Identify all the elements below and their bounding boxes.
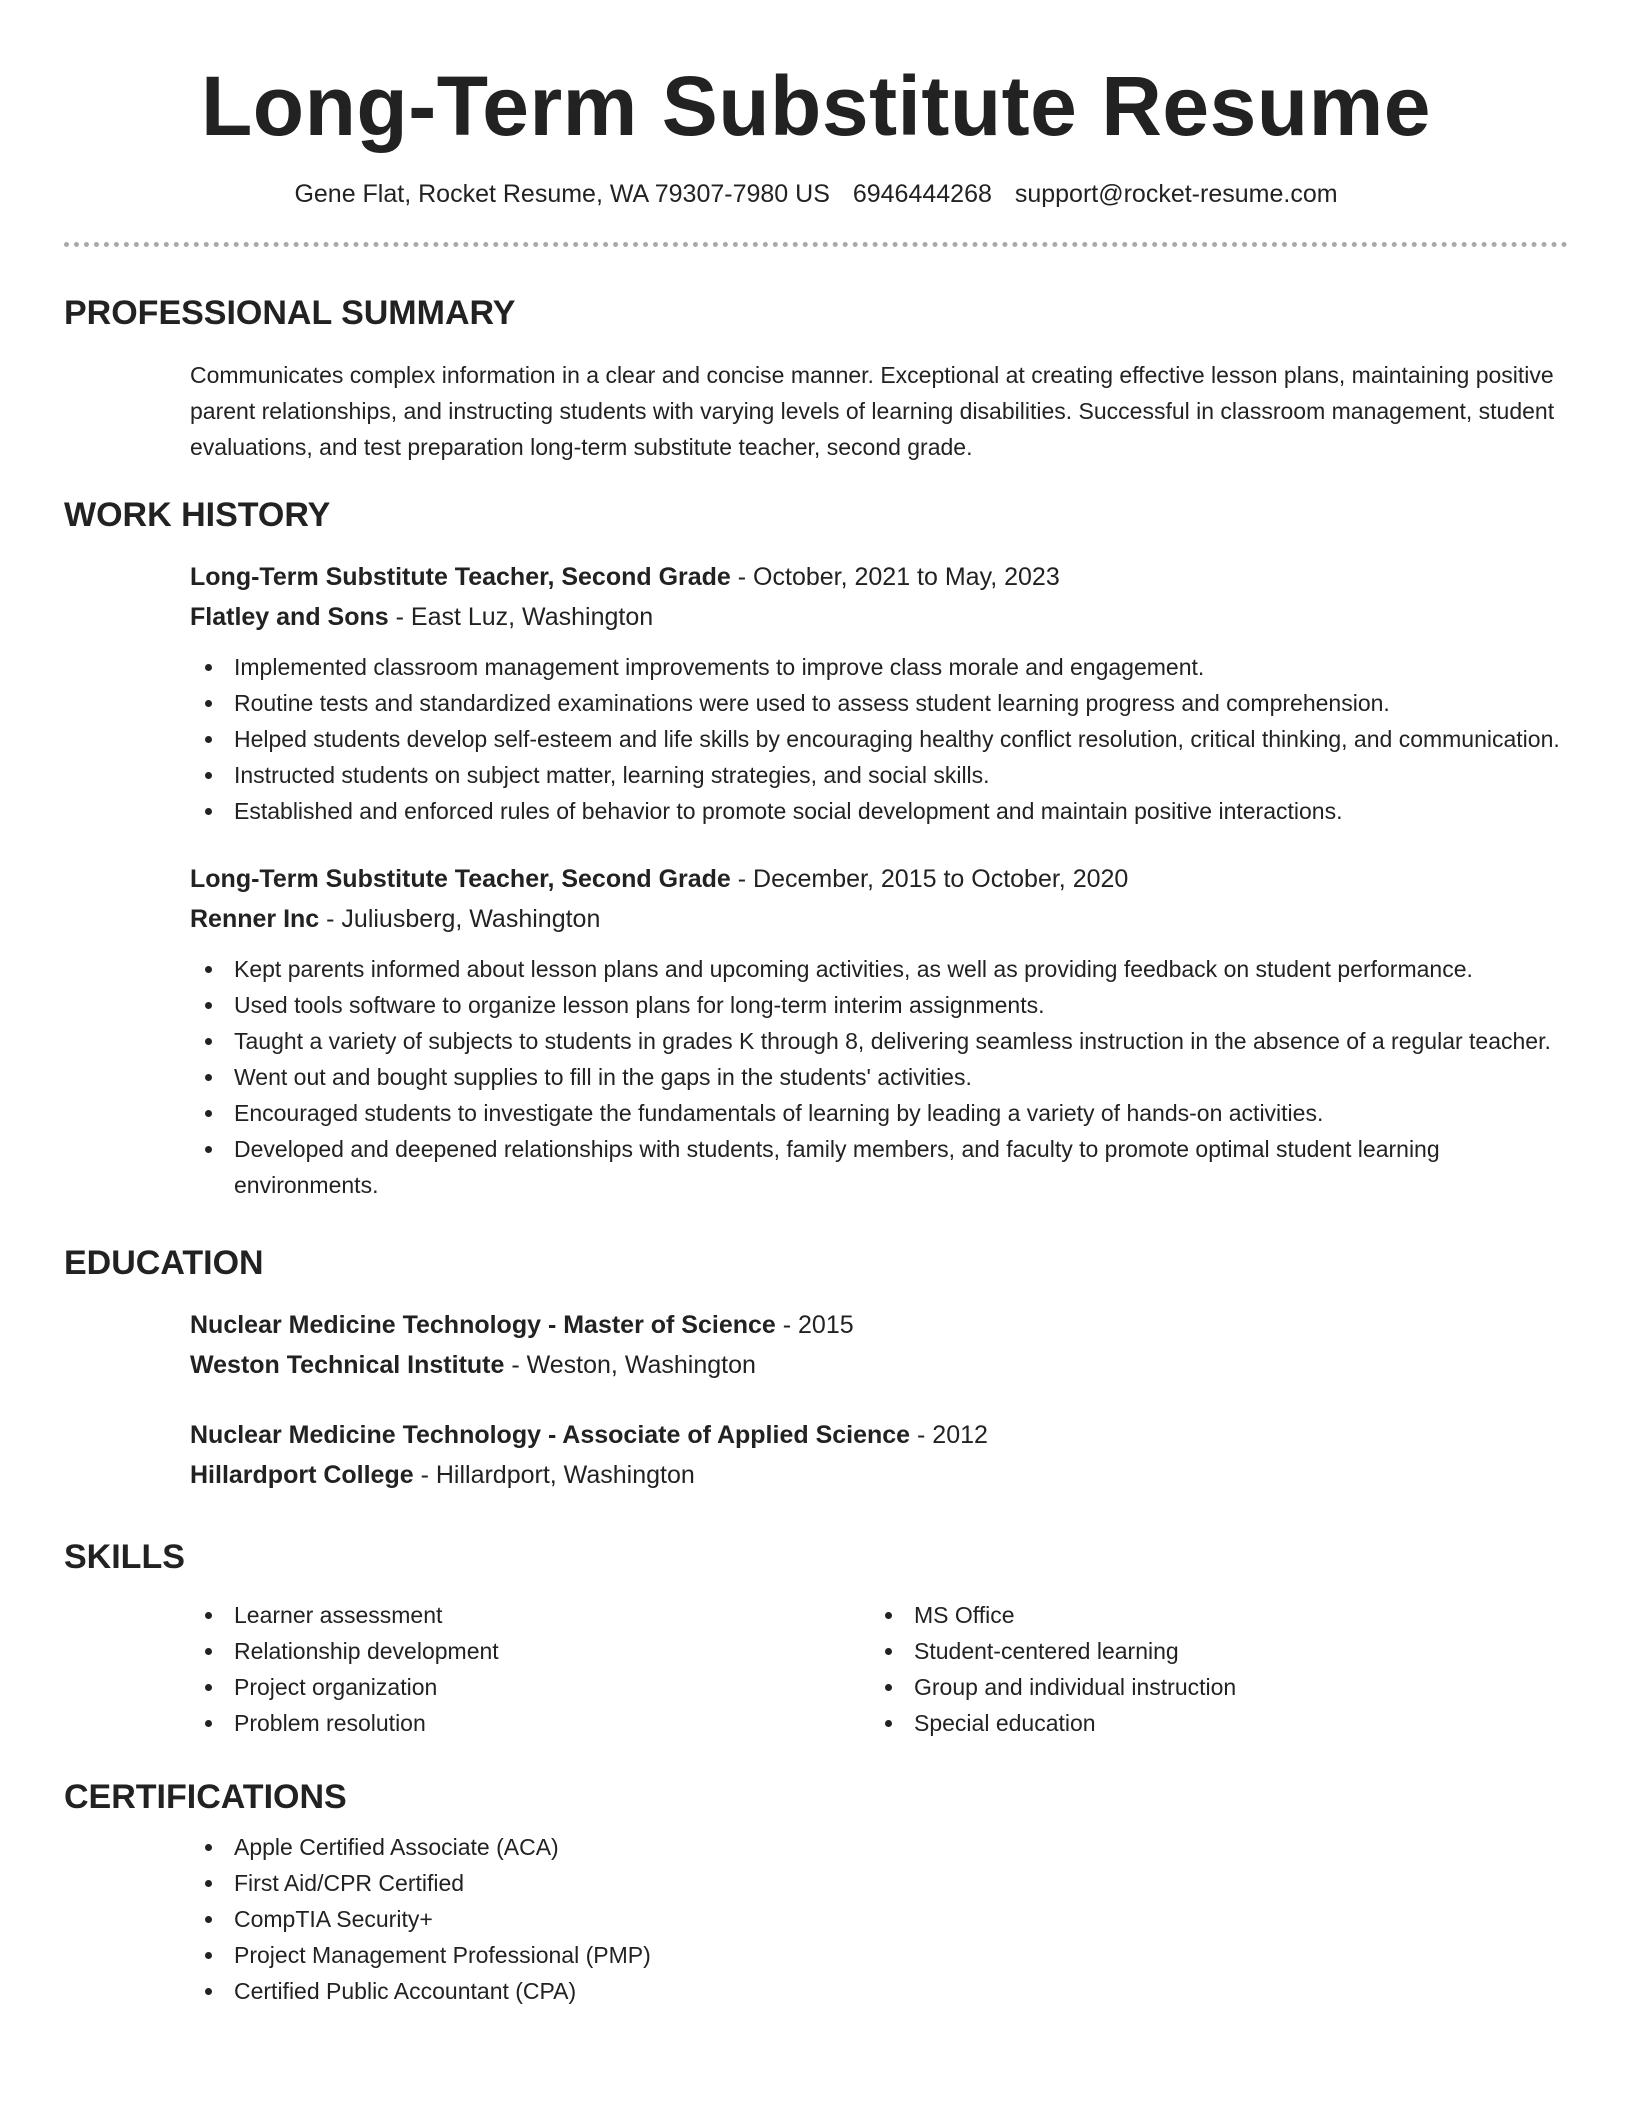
list-item: Routine tests and standardized examinations were used to assess student learning progress and comprehension. — [190, 685, 1568, 721]
job-title: Long-Term Substitute Teacher, Second Grade — [190, 865, 731, 893]
list-item: Established and enforced rules of behavior to promote social development and maintain positive interactions. — [190, 793, 1568, 829]
school-line — [190, 1345, 1568, 1385]
contact-line — [64, 178, 1568, 210]
degree-year: - 2015 — [775, 1311, 854, 1339]
job-company: Flatley and Sons — [190, 603, 389, 631]
education-entry — [190, 1305, 1568, 1385]
school-line — [190, 1455, 1568, 1495]
degree-name: Nuclear Medicine Technology - Associate of Applied Science — [190, 1421, 911, 1449]
summary-heading: PROFESSIONAL SUMMARY — [64, 294, 516, 332]
summary-text: Communicates complex information in a clear and concise manner. Exceptional at creating effective lesson plans, maintaining positive parent relationships, and instructing students with varying levels of learning disabilities. Successful in classroom management, student evaluations, and test preparation long-term substitute teacher, second grade. — [190, 362, 1555, 460]
degree-line — [190, 1305, 1568, 1345]
certification-item: First Aid/CPR Certified — [190, 1865, 1568, 1901]
job-bullets — [190, 649, 1568, 829]
degree-year: - 2012 — [910, 1421, 988, 1449]
certification-item: Apple Certified Associate (ACA) — [190, 1829, 1568, 1865]
contact-phone: 6946444268 — [852, 180, 992, 208]
list-item: Helped students develop self-esteem and life skills by encouraging healthy conflict resolution, critical thinking, and communication. — [190, 721, 1568, 757]
resume-title: Long-Term Substitute Resume — [200, 59, 1432, 153]
job-bullets — [190, 951, 1568, 1203]
job-company-line — [190, 899, 1568, 939]
header-divider — [64, 242, 1568, 247]
job-title-line — [190, 557, 1568, 597]
job-location: - East Luz, Washington — [388, 603, 654, 631]
skill-item: Student-centered learning — [870, 1633, 1550, 1669]
skill-item: Special education — [870, 1705, 1550, 1741]
list-item: Taught a variety of subjects to students in grades K through 8, delivering seamless instruction in the absence of a regular teacher. — [190, 1023, 1568, 1059]
job-dates: - October, 2021 to May, 2023 — [730, 563, 1060, 591]
job-location: - Juliusberg, Washington — [319, 905, 601, 933]
certification-item: Certified Public Accountant (CPA) — [190, 1973, 1568, 2009]
skill-item: Project organization — [190, 1669, 870, 1705]
list-item: Implemented classroom management improvements to improve class morale and engagement. — [190, 649, 1568, 685]
list-item: Went out and bought supplies to fill in the gaps in the students' activities. — [190, 1059, 1568, 1095]
certification-item: CompTIA Security+ — [190, 1901, 1568, 1937]
job-entry — [190, 557, 1568, 637]
list-item: Instructed students on subject matter, learning strategies, and social skills. — [190, 757, 1568, 793]
certifications-list — [190, 1829, 1568, 2009]
contact-email: support@rocket-resume.com — [1014, 180, 1338, 208]
certification-item: Project Management Professional (PMP) — [190, 1937, 1568, 1973]
job-company-line — [190, 597, 1568, 637]
job-entry — [190, 859, 1568, 939]
list-item: Encouraged students to investigate the fundamentals of learning by leading a variety of hands-on activities. — [190, 1095, 1568, 1131]
job-company: Renner Inc — [190, 905, 320, 933]
list-item: Developed and deepened relationships with students, family members, and faculty to promote optimal student learning environments. — [190, 1131, 1568, 1203]
job-title-line — [190, 859, 1568, 899]
school-location: - Weston, Washington — [504, 1351, 756, 1379]
contact-address: Gene Flat, Rocket Resume, WA 79307-7980 US — [294, 180, 830, 208]
list-item: Used tools software to organize lesson plans for long-term interim assignments. — [190, 987, 1568, 1023]
education-entry — [190, 1415, 1568, 1495]
skill-item: MS Office — [870, 1597, 1550, 1633]
skill-item: Problem resolution — [190, 1705, 870, 1741]
job-title: Long-Term Substitute Teacher, Second Grade — [190, 563, 731, 591]
skills-column-right — [870, 1597, 1550, 1741]
resume-page — [64, 0, 1568, 2009]
degree-name: Nuclear Medicine Technology - Master of Science — [190, 1311, 776, 1339]
school-location: - Hillardport, Washington — [413, 1461, 695, 1489]
certifications-heading: CERTIFICATIONS — [64, 1778, 347, 1816]
skills-grid — [190, 1597, 1568, 1741]
education-heading: EDUCATION — [64, 1244, 264, 1282]
skill-item: Learner assessment — [190, 1597, 870, 1633]
skill-item: Group and individual instruction — [870, 1669, 1550, 1705]
list-item: Kept parents informed about lesson plans and upcoming activities, as well as providing feedback on student performance. — [190, 951, 1568, 987]
degree-line — [190, 1415, 1568, 1455]
school-name: Weston Technical Institute — [190, 1351, 505, 1379]
job-dates: - December, 2015 to October, 2020 — [730, 865, 1129, 893]
work-history-heading: WORK HISTORY — [64, 496, 331, 534]
skills-heading: SKILLS — [64, 1538, 185, 1576]
skill-item: Relationship development — [190, 1633, 870, 1669]
skills-column-left — [190, 1597, 870, 1741]
school-name: Hillardport College — [190, 1461, 414, 1489]
